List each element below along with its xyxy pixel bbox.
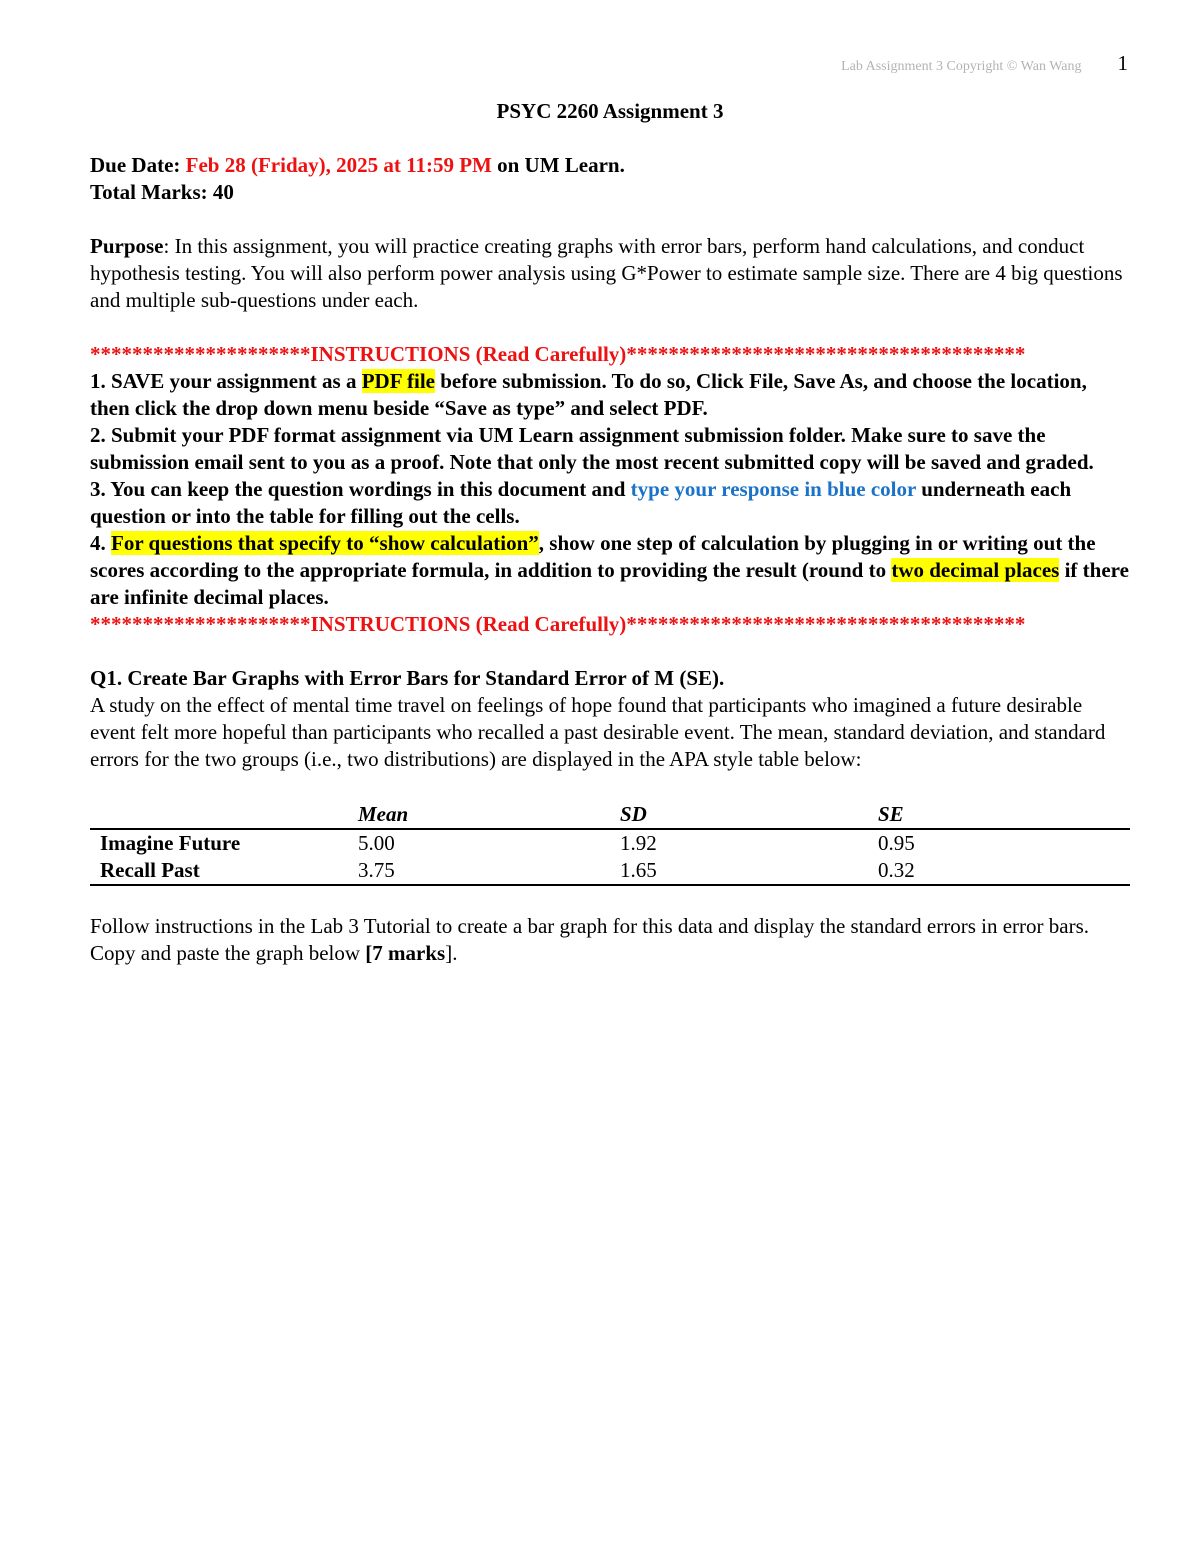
total-marks: Total Marks: 40 <box>90 180 234 204</box>
table-cell-se: 0.32 <box>878 858 915 882</box>
table-header-se: SE <box>878 799 1130 829</box>
banner-stars-right: ************************************** <box>626 342 1026 366</box>
table-row-label: Recall Past <box>100 858 200 882</box>
instruction-1-text-a: 1. SAVE your assignment as a <box>90 369 362 393</box>
due-suffix: on UM Learn. <box>491 153 625 177</box>
table-header-row <box>90 799 1130 829</box>
table-cell-se: 0.95 <box>878 831 915 855</box>
header-copyright: Lab Assignment 3 Copyright © Wan Wang <box>841 59 1082 74</box>
q1-follow-text: Follow instructions in the Lab 3 Tutorial to create a bar graph for this data and display the standard errors in error bars. Copy and paste the graph below <box>90 914 1089 965</box>
instruction-3 <box>90 476 1130 530</box>
table-row <box>90 857 1130 885</box>
page-header <box>841 50 1128 80</box>
instruction-4-text-c: if there are infinite decimal places. <box>90 558 1129 609</box>
table-cell-sd: 1.65 <box>620 858 657 882</box>
instruction-1-text-b: before submission. To do so, Click File, Save As, and choose the location, then click the drop down menu beside “Save as type” and select PDF. <box>90 369 1087 420</box>
due-date: Feb 28 (Friday), 2025 at 11:59 PM <box>185 153 492 177</box>
table-header-sd: SD <box>620 799 878 829</box>
due-date-line <box>90 152 1130 179</box>
q1-follow-instructions <box>90 913 1130 967</box>
table-header-cell <box>90 799 358 829</box>
instruction-3-text-a: 3. You can keep the question wordings in this document and <box>90 477 631 501</box>
instructions-banner-bottom <box>90 611 1130 638</box>
table-cell-sd: 1.92 <box>620 831 657 855</box>
purpose-label: Purpose <box>90 234 164 258</box>
table-row-label: Imagine Future <box>100 831 241 855</box>
q1-heading: Q1. Create Bar Graphs with Error Bars for Standard Error of M (SE). <box>90 666 725 690</box>
instruction-2: 2. Submit your PDF format assignment via UM Learn assignment submission folder. Make sure to save the submission email sent to you as a proof. Note that only the most recent submitted copy will be saved and graded. <box>90 423 1094 474</box>
instructions-banner-top <box>90 341 1130 368</box>
banner-stars-left: ********************* <box>90 342 311 366</box>
banner-stars-right: ************************************** <box>626 612 1026 636</box>
q1-marks: [7 marks <box>365 941 446 965</box>
apa-table <box>90 799 1130 886</box>
banner-title: INSTRUCTIONS (Read Carefully) <box>310 612 627 636</box>
instruction-4-highlight: For questions that specify to “show calculation” <box>111 531 539 555</box>
banner-stars-left: ********************* <box>90 612 311 636</box>
purpose-paragraph <box>90 233 1130 314</box>
purpose-text: : In this assignment, you will practice creating graphs with error bars, perform hand calculations, and conduct hypothesis testing. You will also perform power analysis using G*Power to estimate sample size. There are 4 big questions and multiple sub-questions under each. <box>90 234 1123 312</box>
table-row <box>90 829 1130 857</box>
table-cell-mean: 3.75 <box>358 858 395 882</box>
document-body <box>90 98 1130 967</box>
instruction-1 <box>90 368 1130 422</box>
table-header-mean: Mean <box>358 799 620 829</box>
table-cell-mean: 5.00 <box>358 831 395 855</box>
instruction-4-text-a: 4. <box>90 531 111 555</box>
q1-follow-end: ]. <box>445 941 458 965</box>
instruction-1-highlight: PDF file <box>361 369 435 393</box>
instruction-4-text-b: , show one step of calculation by plugging in or writing out the scores according to the appropriate formula, in addition to providing the result (round to <box>90 531 1096 582</box>
page-number: 1 <box>1117 51 1128 75</box>
instruction-4 <box>90 530 1130 611</box>
instruction-4-highlight-2: two decimal places <box>891 558 1060 582</box>
due-label: Due Date: <box>90 153 181 177</box>
banner-title: INSTRUCTIONS (Read Carefully) <box>310 342 627 366</box>
instruction-3-text-b: underneath each question or into the table for filling out the cells. <box>90 477 1072 528</box>
document-title: PSYC 2260 Assignment 3 <box>496 99 724 123</box>
q1-intro: A study on the effect of mental time travel on feelings of hope found that participants who imagined a future desirable event felt more hopeful than participants who recalled a past desirable event. The mean, standard deviation, and standard errors for the two groups (i.e., two distributions) are displayed in the APA style table below: <box>90 693 1106 771</box>
instruction-3-blue: type your response in blue color <box>630 477 916 501</box>
